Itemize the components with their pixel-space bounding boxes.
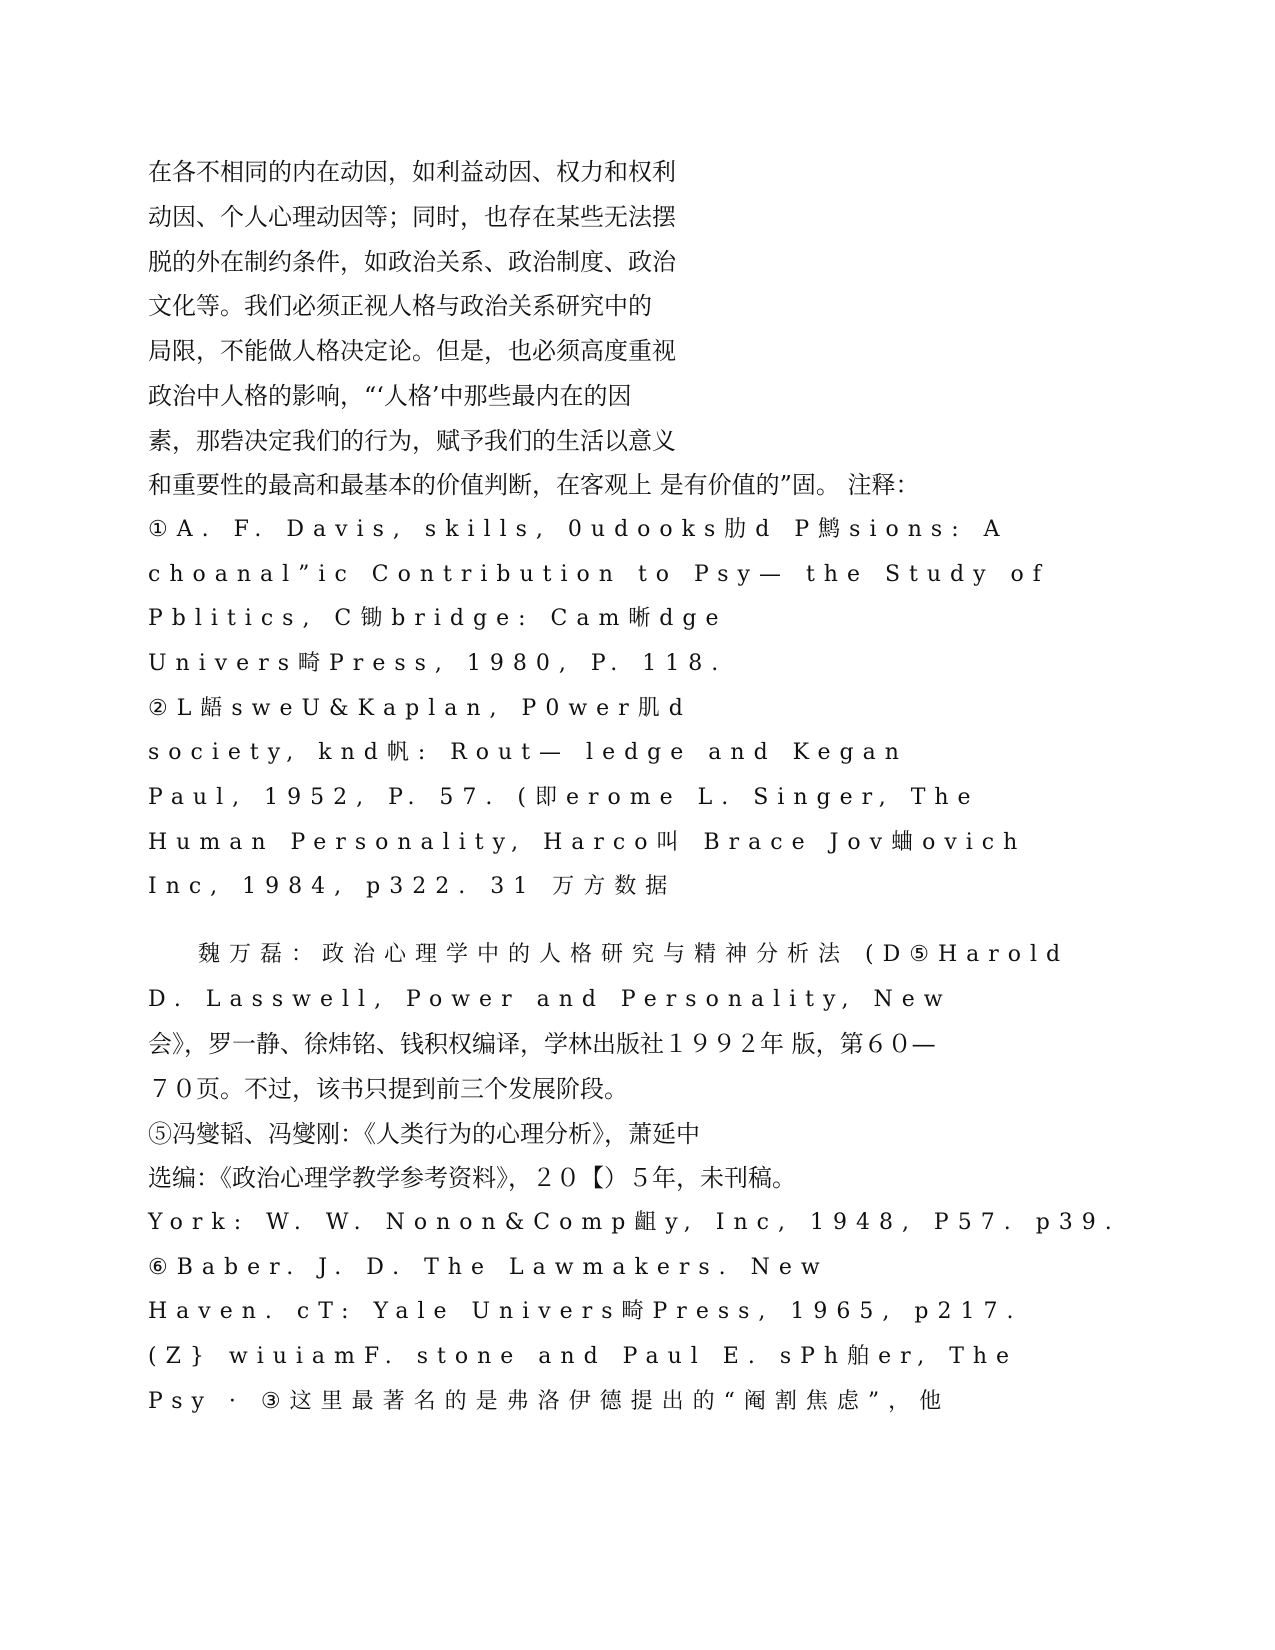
note-line-6: society, knd帆: Rout— ledge and Kegan bbox=[148, 740, 908, 765]
note-line-4: Univers畸Press, 1980, P. 118. bbox=[148, 651, 728, 676]
note2-line-10: Psy · ③这里最著名的是弗洛伊德提出的“阉割焦虑”，他 bbox=[148, 1389, 951, 1414]
body-line-6: 政治中人格的影响，“‘人格’中那些最内在的因 bbox=[148, 382, 632, 410]
note-line-1: ①A. F. Davis, skills, 0udooks肋d P鹪sions: A bbox=[148, 517, 1009, 542]
note2-line-7: ⑥Baber. J. D. The Lawmakers. New bbox=[148, 1255, 829, 1280]
author-header-line: 魏万磊：政治心理学中的人格研究与精神分析法 (D⑤Harold bbox=[198, 942, 1070, 967]
note2-line-9: (Z} wiuiamF. stone and Paul E. sPh舶er, The bbox=[148, 1344, 1019, 1369]
body-line-4: 文化等。我们必须正视人格与政治关系研究中的 bbox=[148, 292, 652, 320]
body-line-2: 动因、个人心理动因等；同时，也存在某些无法摆 bbox=[148, 203, 676, 231]
note2-line-5: 选编：《政治心理学教学参考资料》，２０【）５年，未刊稿。 bbox=[148, 1164, 796, 1192]
note2-line-1: D. Lasswell, Power and Personality, New bbox=[148, 987, 952, 1012]
note2-line-8: Haven. cT: Yale Univers畸Press, 1965, p217. bbox=[148, 1299, 1023, 1324]
body-line-8: 和重要性的最高和最基本的价值判断，在客观上 是有价值的”固。 注释： bbox=[148, 471, 920, 499]
note2-line-2: 会》，罗一静、徐炜铭、钱积权编译，学林出版社１９９２年 版，第６０— bbox=[148, 1030, 936, 1058]
note-line-2: choanal”ic Contribution to Psy— the Study of bbox=[148, 562, 1050, 587]
body-line-1: 在各不相同的内在动因，如利益动因、权力和权利 bbox=[148, 158, 676, 186]
body-line-5: 局限，不能做人格决定论。但是，也必须高度重视 bbox=[148, 337, 676, 365]
note2-line-3: ７０页。不过，该书只提到前三个发展阶段。 bbox=[148, 1075, 628, 1103]
note-line-5: ②L龉sweU&Kaplan, P0wer肌d bbox=[148, 696, 692, 721]
note-line-8: Human Personality, Harco叫 Brace Jov蛐ovich bbox=[148, 830, 1027, 855]
note2-line-4: ⑤冯燮韬、冯燮刚：《人类行为的心理分析》，萧延中 bbox=[148, 1120, 700, 1148]
note2-line-6: York: W. W. Nonon&Comp齟y, Inc, 1948, P57. p39. bbox=[148, 1210, 1121, 1235]
note-line-9: Inc, 1984, p322. 31 万方数据 bbox=[148, 874, 677, 899]
body-line-3: 脱的外在制约条件，如政治关系、政治制度、政治 bbox=[148, 248, 676, 276]
body-line-7: 素，那砦决定我们的行为，赋予我们的生活以意义 bbox=[148, 427, 676, 455]
note-line-3: Pblitics, C锄bridge: Cam晰dge bbox=[148, 606, 728, 631]
note-line-7: Paul, 1952, P. 57. (即erome L. Singer, The bbox=[148, 785, 980, 810]
